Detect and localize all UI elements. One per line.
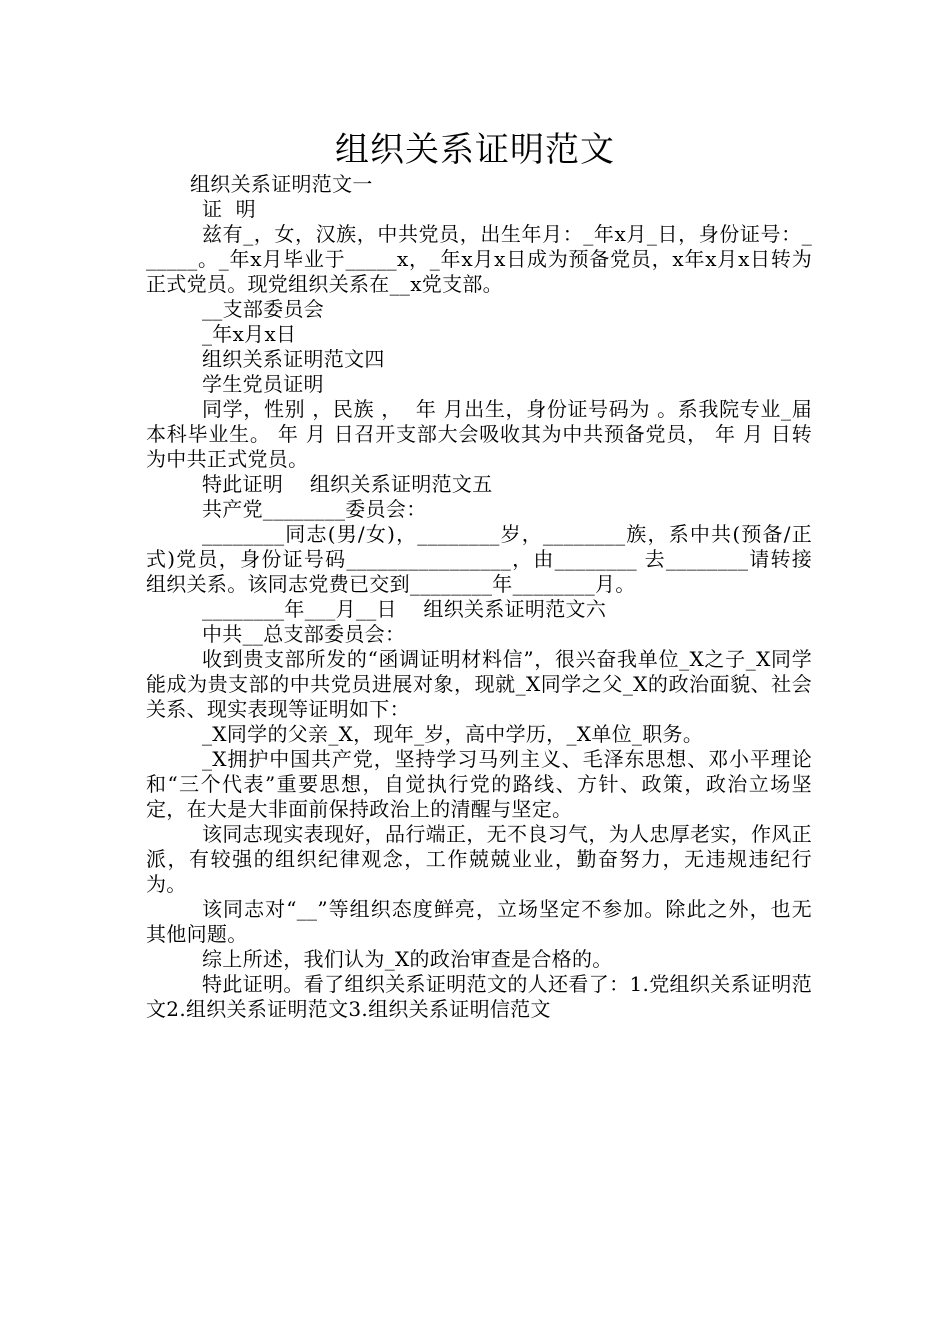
- paragraph-salutation: 中共__总支部委员会：: [202, 622, 406, 646]
- paragraph-section-heading-4: 组织关系证明范文四: [202, 347, 385, 371]
- paragraph-signature: __支部委员会: [202, 297, 325, 321]
- paragraph-date: _年x月x日: [202, 322, 297, 346]
- paragraph-salutation: 共产党________委员会：: [202, 497, 427, 521]
- paragraph-body: ________同志(男/女)，________岁，________族，系中共(预备/正式)党员，身份证号码________________，由________ 去________请转接组织关系。该同志党费已交到________年________月。: [146, 522, 812, 596]
- paragraph-certificate-heading: 学生党员证明: [202, 372, 324, 396]
- paragraph-body: 兹有_，女，汉族，中共党员，出生年月：_年x月_日，身份证号：______。_年x月毕业于_____x，_年x月x日成为预备党员，x年x月x日转为正式党员。现党组织关系在__x党支部。: [146, 222, 812, 296]
- paragraph-body: _X同学的父亲_X，现年_岁，高中学历，_X单位_职务。: [202, 722, 704, 746]
- paragraph-body: 同学，性别 ，民族 ， 年 月出生，身份证号码为 。系我院专业_届本科毕业生。 年 月 日召开支部大会吸收其为中共预备党员， 年 月 日转为中共正式党员。: [146, 397, 812, 471]
- document-body: [146, 172, 812, 1022]
- paragraph-section-heading-5: 特此证明 组织关系证明范文五: [202, 472, 493, 496]
- paragraph-body: 综上所述，我们认为_X的政治审查是合格的。: [202, 947, 613, 971]
- paragraph-body: 该同志对“__”等组织态度鲜亮，立场坚定不参加。除此之外，也无其他问题。: [146, 897, 812, 946]
- document-title: 组织关系证明范文: [335, 130, 615, 170]
- paragraph-body: _X拥护中国共产党，坚持学习马列主义、毛泽东思想、邓小平理论和“三个代表”重要思想，自觉执行党的路线、方针、政策，政治立场坚定，在大是大非面前保持政治上的清醒与坚定。: [146, 747, 812, 821]
- paragraph-certificate-heading: 证 明: [202, 197, 256, 221]
- paragraph-body: 收到贵支部所发的“函调证明材料信”，很兴奋我单位_X之子_X同学能成为贵支部的中共党员进展对象，现就_X同学之父_X的政治面貌、社会关系、现实表现等证明如下：: [146, 647, 812, 721]
- paragraph-section-heading-1: 组织关系证明范文一: [190, 172, 373, 196]
- paragraph-related-links: 特此证明。看了组织关系证明范文的人还看了：1.党组织关系证明范文2.组织关系证明范文3.组织关系证明信范文: [146, 972, 812, 1021]
- paragraph-body: 该同志现实表现好，品行端正，无不良习气，为人忠厚老实，作风正派，有较强的组织纪律观念，工作兢兢业业，勤奋努力，无违规违纪行为。: [146, 822, 812, 896]
- paragraph-section-heading-6: ________年___月__日 组织关系证明范文六: [202, 597, 607, 621]
